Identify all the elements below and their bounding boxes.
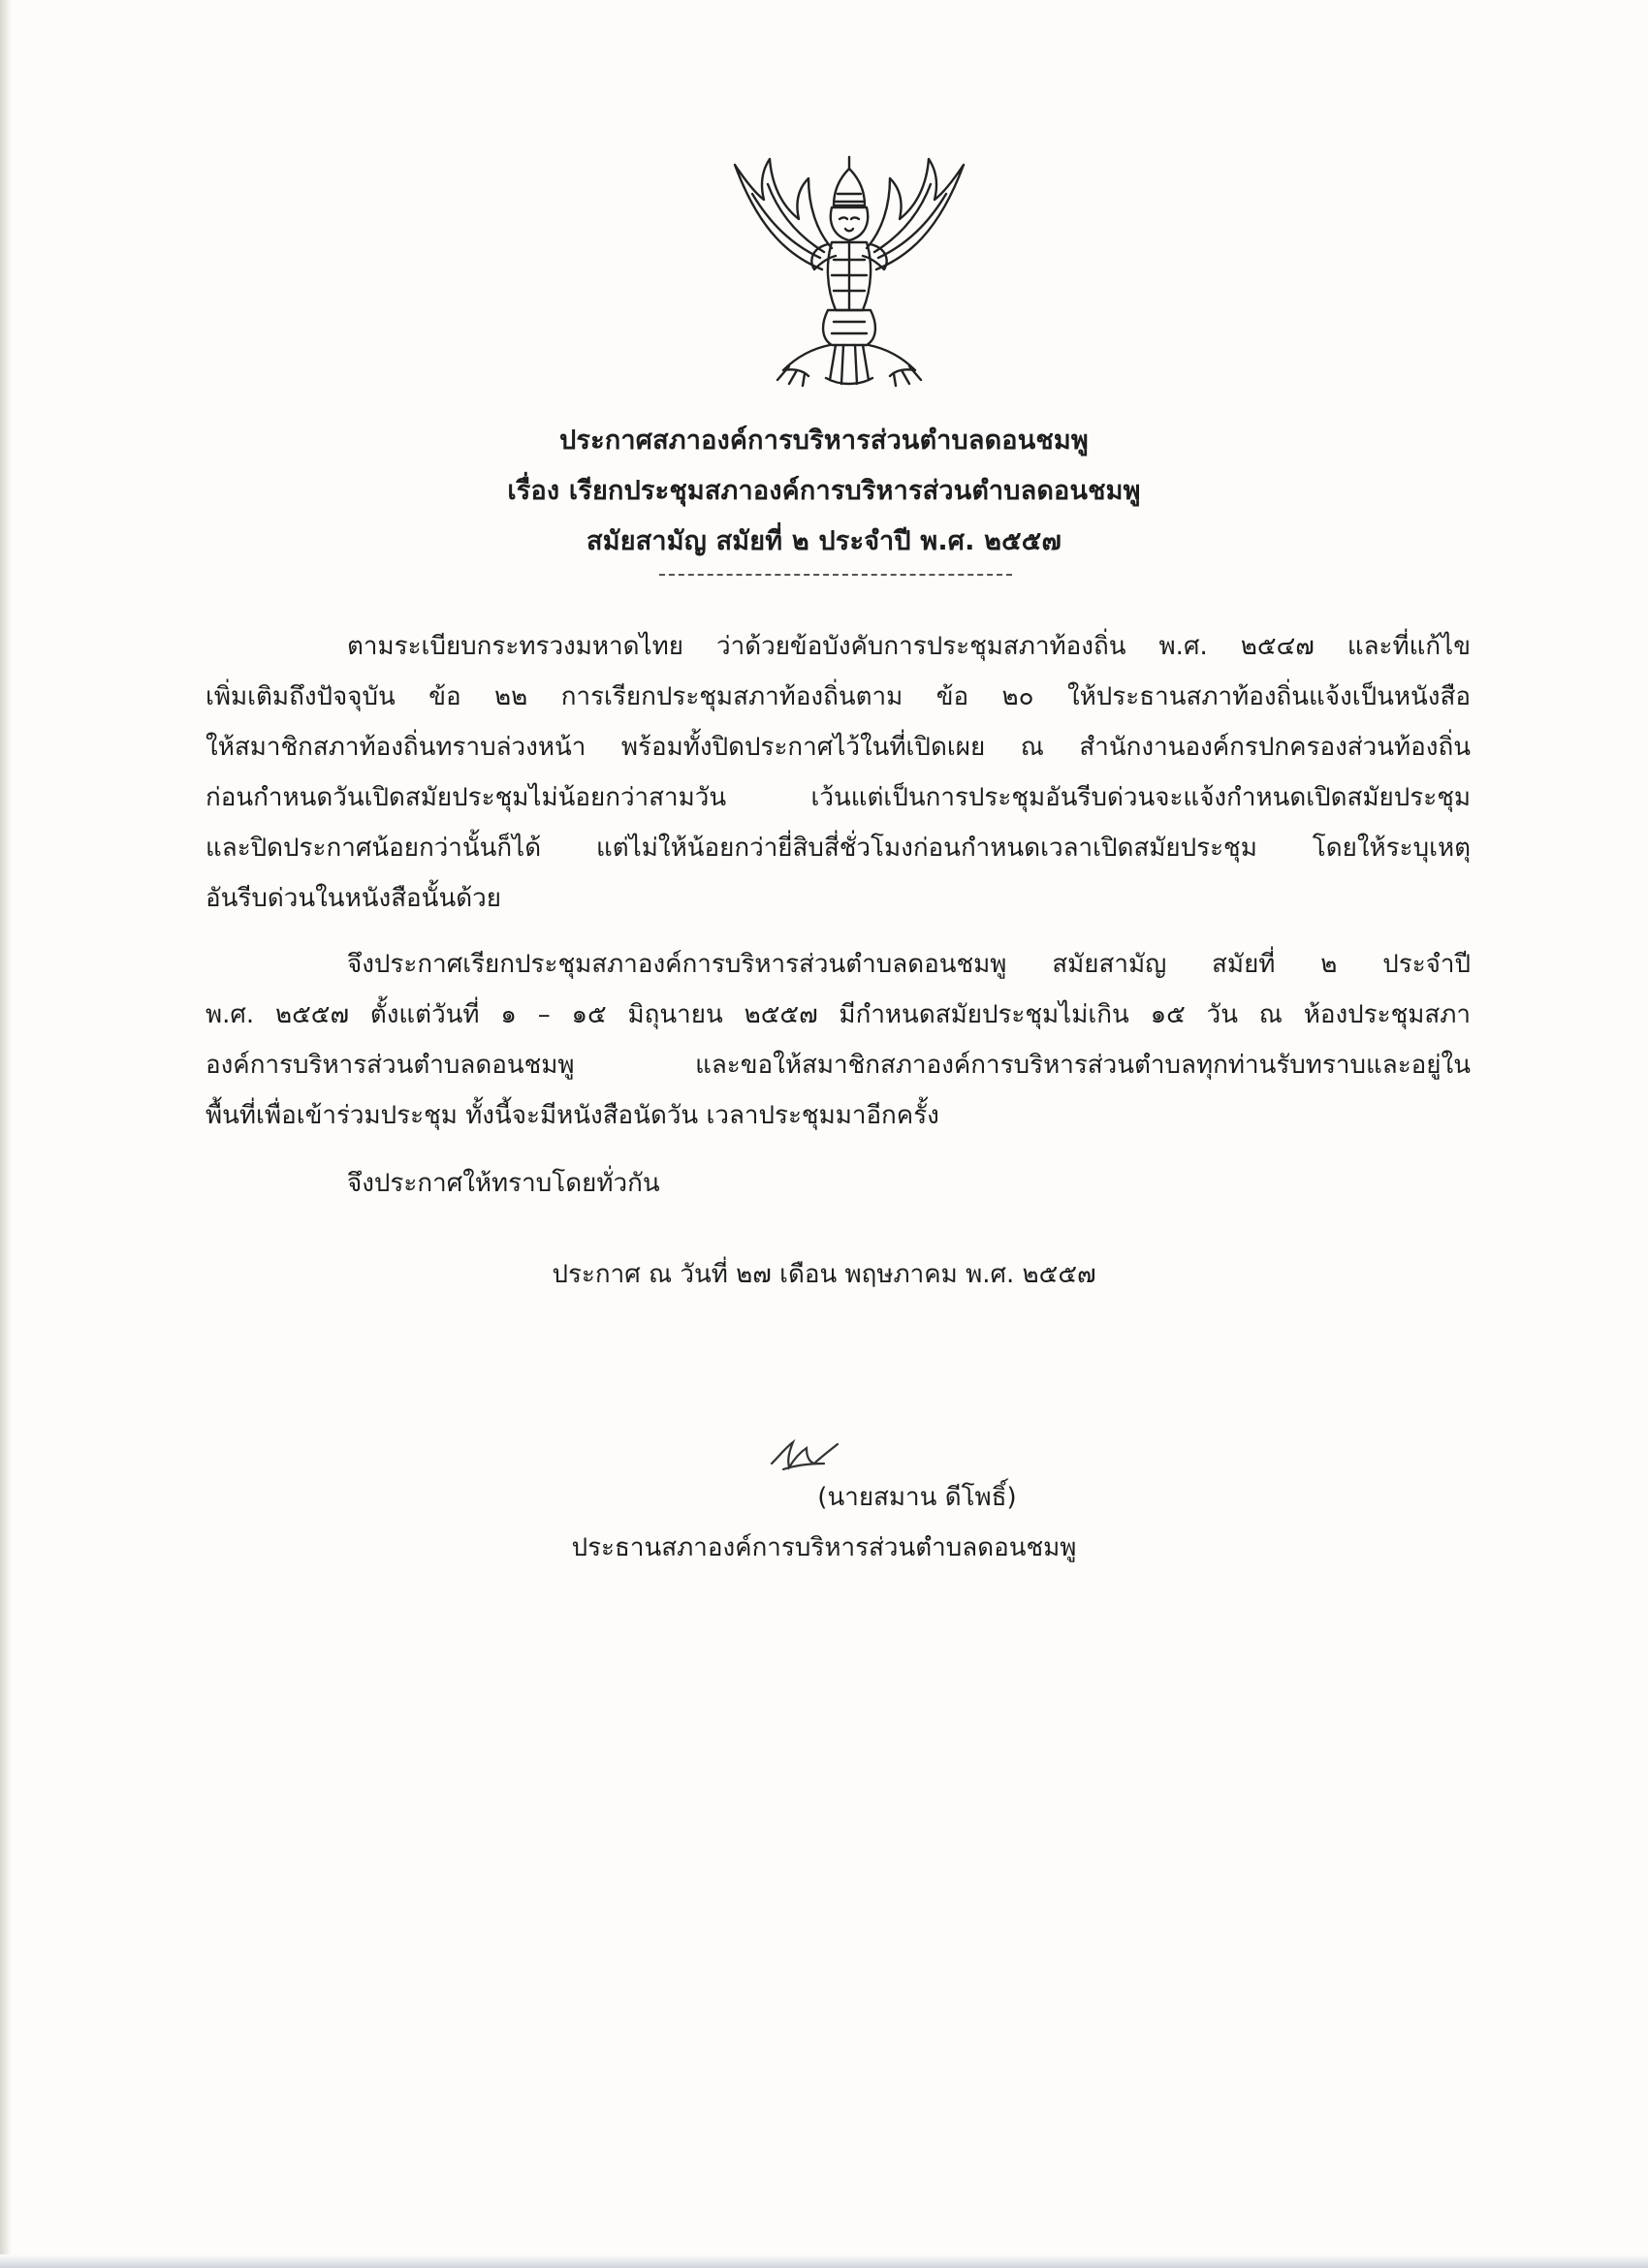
- paragraph-1-line: และปิดประกาศน้อยกว่านั้นก็ได้ แต่ไม่ให้น้อยกว่ายี่สิบสี่ชั่วโมงก่อนกำหนดเวลาเปิดสมัยประชุม โดยให้ระบุเหตุ: [206, 834, 1471, 863]
- scan-bottom-edge: [0, 2254, 1648, 2268]
- garuda-emblem-icon: [713, 155, 985, 388]
- signatory-position: ประธานสภาองค์การบริหารส่วนตำบลดอนชมพู: [571, 1533, 1077, 1562]
- handwritten-signature: [766, 1431, 853, 1477]
- paragraph-1-line: อันรีบด่วนในหนังสือนั้นด้วย: [206, 884, 501, 913]
- paragraph-2-line: พื้นที่เพื่อเข้าร่วมประชุม ทั้งนี้จะมีหนังสือนัดวัน เวลาประชุมมาอีกครั้ง: [206, 1101, 939, 1130]
- signatory-name: (นายสมาน ดีโพธิ์): [817, 1483, 1017, 1512]
- announcement-date: ประกาศ ณ วันที่ ๒๗ เดือน พฤษภาคม พ.ศ. ๒๕๕๗: [552, 1260, 1096, 1289]
- closing-statement: จึงประกาศให้ทราบโดยทั่วกัน: [347, 1169, 660, 1198]
- paragraph-1-line: ตามระเบียบกระทรวงมหาดไทย ว่าด้วยข้อบังคับการประชุมสภาท้องถิ่น พ.ศ. ๒๕๔๗ และที่แก้ไข: [347, 632, 1471, 661]
- paragraph-2-line: องค์การบริหารส่วนตำบลดอนชมพู และขอให้สมาชิกสภาองค์การบริหารส่วนตำบลทุกท่านรับทราบและอยู่ใน: [206, 1051, 1471, 1080]
- paragraph-1-line: ให้สมาชิกสภาท้องถิ่นทราบล่วงหน้า พร้อมทั้งปิดประกาศไว้ในที่เปิดเผย ณ สำนักงานองค์กรปกครองส่วนท้องถิ่น: [206, 733, 1471, 762]
- announcement-session: สมัยสามัญ สมัยที่ ๒ ประจำปี พ.ศ. ๒๕๕๗: [586, 526, 1062, 556]
- paragraph-2-line: พ.ศ. ๒๕๕๗ ตั้งแต่วันที่ ๑ – ๑๕ มิถุนายน ๒๕๕๗ มีกำหนดสมัยประชุมไม่เกิน ๑๕ วัน ณ ห้องประชุมสภา: [206, 1000, 1471, 1029]
- announcement-subject: เรื่อง เรียกประชุมสภาองค์การบริหารส่วนตำบลดอนชมพู: [507, 476, 1141, 506]
- announcement-title: ประกาศสภาองค์การบริหารส่วนตำบลดอนชมพู: [559, 425, 1089, 456]
- paragraph-1-line: ก่อนกำหนดวันเปิดสมัยประชุมไม่น้อยกว่าสามวัน เว้นแต่เป็นการประชุมอันรีบด่วนจะแจ้งกำหนดเปิดสมัยประชุม: [206, 783, 1471, 812]
- paragraph-1-line: เพิ่มเติมถึงปัจจุบัน ข้อ ๒๒ การเรียกประชุมสภาท้องถิ่นตาม ข้อ ๒๐ ให้ประธานสภาท้องถิ่นแจ้งเป็นหนังสือ: [206, 682, 1471, 711]
- paragraph-2-line: จึงประกาศเรียกประชุมสภาองค์การบริหารส่วนตำบลดอนชมพู สมัยสามัญ สมัยที่ ๒ ประจำปี: [347, 950, 1471, 979]
- scan-left-edge: [0, 0, 12, 2268]
- header-divider: [659, 574, 1012, 576]
